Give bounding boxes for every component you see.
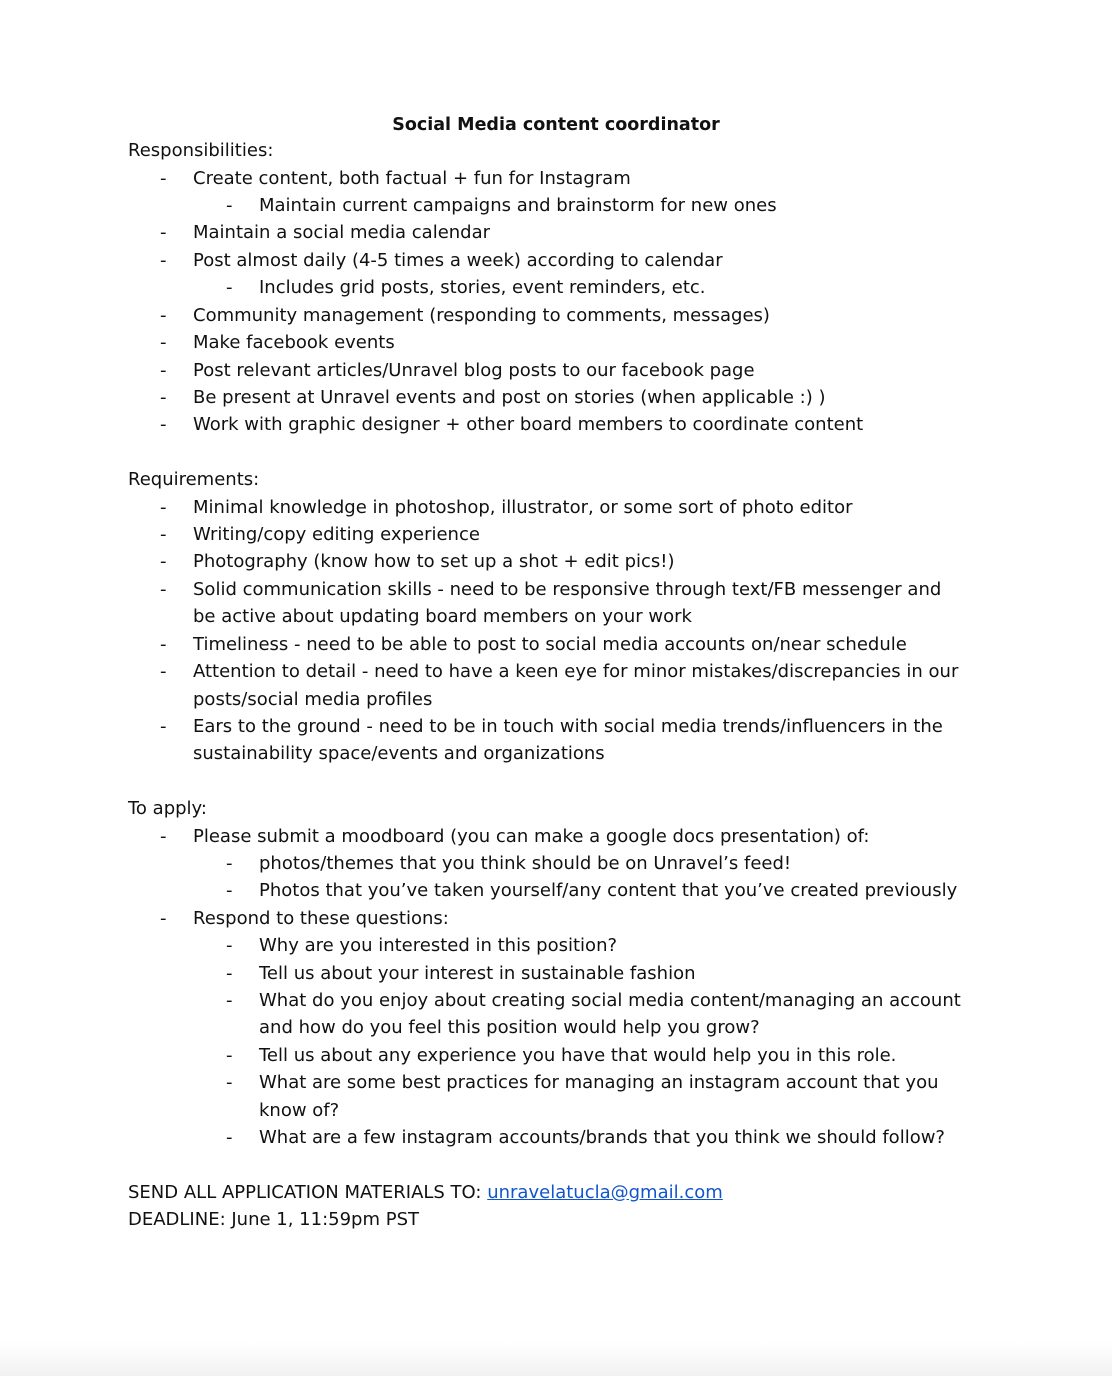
- list-item: What are a few instagram accounts/brands that you think we should follow?: [259, 1127, 945, 1148]
- list-item-continuation: be active about updating board members on your work: [193, 606, 692, 627]
- bullet-dash: -: [160, 332, 167, 353]
- list-item: Timeliness - need to be able to post to social media accounts on/near schedule: [193, 634, 907, 655]
- list-item: Make facebook events: [193, 332, 395, 353]
- list-item: Includes grid posts, stories, event reminders, etc.: [259, 277, 706, 298]
- deadline-line: DEADLINE: June 1, 11:59pm PST: [128, 1209, 420, 1230]
- email-link[interactable]: unravelatucla@gmail.com: [487, 1182, 723, 1203]
- responsibilities-heading: Responsibilities:: [128, 140, 274, 161]
- list-item: Post almost daily (4-5 times a week) according to calendar: [193, 250, 723, 271]
- bullet-dash: -: [160, 634, 167, 655]
- bullet-dash: -: [160, 387, 167, 408]
- list-item: Minimal knowledge in photoshop, illustrator, or some sort of photo editor: [193, 497, 853, 518]
- list-item: Work with graphic designer + other board members to coordinate content: [193, 414, 864, 435]
- list-item: Ears to the ground - need to be in touch with social media trends/influencers in the: [193, 716, 943, 737]
- bullet-dash: -: [160, 551, 167, 572]
- bullet-dash: -: [226, 1045, 233, 1066]
- list-item: Maintain current campaigns and brainstorm for new ones: [259, 195, 777, 216]
- list-item-continuation: and how do you feel this position would help you grow?: [259, 1017, 760, 1038]
- list-item: Community management (responding to comments, messages): [193, 305, 770, 326]
- list-item: What are some best practices for managing an instagram account that you: [259, 1072, 939, 1093]
- bullet-dash: -: [160, 716, 167, 737]
- bullet-dash: -: [160, 497, 167, 518]
- document-title: Social Media content coordinator: [392, 115, 720, 135]
- bullet-dash: -: [160, 250, 167, 271]
- bullet-dash: -: [160, 524, 167, 545]
- bullet-dash: -: [226, 990, 233, 1011]
- bullet-dash: -: [226, 853, 233, 874]
- requirements-heading: Requirements:: [128, 469, 260, 490]
- list-item: Photography (know how to set up a shot + edit pics!): [193, 551, 675, 572]
- bullet-dash: -: [160, 908, 167, 929]
- apply-heading: To apply:: [128, 798, 207, 819]
- bullet-dash: -: [226, 195, 233, 216]
- list-item: Be present at Unravel events and post on stories (when applicable :) ): [193, 387, 826, 408]
- list-item: Photos that you’ve taken yourself/any content that you’ve created previously: [259, 880, 958, 901]
- bullet-dash: -: [160, 168, 167, 189]
- bullet-dash: -: [160, 360, 167, 381]
- list-item: Tell us about any experience you have that would help you in this role.: [259, 1045, 897, 1066]
- bullet-dash: -: [226, 277, 233, 298]
- list-item: Maintain a social media calendar: [193, 222, 491, 243]
- bullet-dash: -: [160, 661, 167, 682]
- bullet-dash: -: [160, 826, 167, 847]
- list-item: Attention to detail - need to have a keen eye for minor mistakes/discrepancies in our: [193, 661, 959, 682]
- list-item: Why are you interested in this position?: [259, 935, 618, 956]
- page-bottom-edge: [0, 1342, 1112, 1376]
- list-item-continuation: know of?: [259, 1100, 340, 1121]
- send-label: SEND ALL APPLICATION MATERIALS TO:: [128, 1182, 482, 1203]
- bullet-dash: -: [226, 1127, 233, 1148]
- list-item: Create content, both factual + fun for Instagram: [193, 168, 631, 189]
- list-item: Please submit a moodboard (you can make a google docs presentation) of:: [193, 826, 870, 847]
- list-item: Post relevant articles/Unravel blog posts to our facebook page: [193, 360, 755, 381]
- bullet-dash: -: [160, 222, 167, 243]
- bullet-dash: -: [226, 880, 233, 901]
- list-item: photos/themes that you think should be on Unravel’s feed!: [259, 853, 792, 874]
- send-line: [128, 1181, 723, 1205]
- list-item-continuation: posts/social media profiles: [193, 689, 433, 710]
- bullet-dash: -: [160, 305, 167, 326]
- bullet-dash: -: [226, 963, 233, 984]
- list-item: Writing/copy editing experience: [193, 524, 480, 545]
- list-item: Respond to these questions:: [193, 908, 449, 929]
- bullet-dash: -: [160, 579, 167, 600]
- list-item: Tell us about your interest in sustainable fashion: [259, 963, 696, 984]
- list-item: Solid communication skills - need to be responsive through text/FB messenger and: [193, 579, 942, 600]
- bullet-dash: -: [226, 1072, 233, 1093]
- bullet-dash: -: [226, 935, 233, 956]
- list-item-continuation: sustainability space/events and organizations: [193, 743, 605, 764]
- list-item: What do you enjoy about creating social media content/managing an account: [259, 990, 961, 1011]
- bullet-dash: -: [160, 414, 167, 435]
